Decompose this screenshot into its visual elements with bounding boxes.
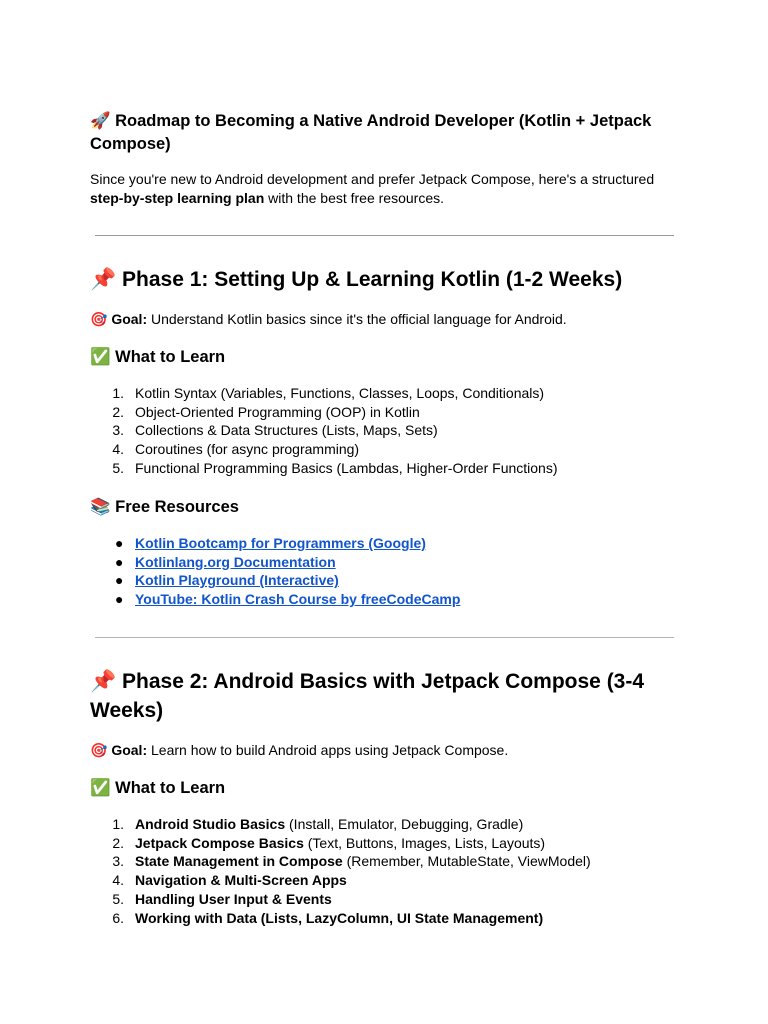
list-item xyxy=(90,440,710,459)
phase1-resources-heading-text: Free Resources xyxy=(115,498,239,516)
phase1-heading-text: Phase 1: Setting Up & Learning Kotlin (1-2 Weeks) xyxy=(122,268,623,291)
list-number: 5. xyxy=(112,459,124,476)
list-item xyxy=(90,871,710,890)
phase2-goal xyxy=(90,741,508,761)
intro-text-end: with the best free resources. xyxy=(264,190,445,206)
document-title xyxy=(90,109,670,156)
phase1-goal-text: Understand Kotlin basics since it's the official language for Android. xyxy=(147,311,567,327)
bullet: ● xyxy=(115,553,124,570)
list-item xyxy=(90,571,690,590)
list-item xyxy=(90,909,710,928)
list-item-bold: Android Studio Basics xyxy=(135,816,286,832)
list-item-text: (Install, Emulator, Debugging, Gradle) xyxy=(285,816,524,832)
resource-link-kotlin-playground[interactable]: Kotlin Playground (Interactive) xyxy=(135,572,339,589)
books-icon: 📚 xyxy=(90,497,111,516)
list-number: 2. xyxy=(112,834,124,851)
phase1-heading xyxy=(90,265,680,294)
list-item xyxy=(90,815,710,834)
divider xyxy=(95,235,674,236)
list-number: 5. xyxy=(112,890,124,907)
resource-link-kotlinlang-docs[interactable]: Kotlinlang.org Documentation xyxy=(135,553,336,570)
phase1-goal xyxy=(90,310,567,330)
list-item xyxy=(90,384,710,403)
bullet: ● xyxy=(115,591,124,608)
phase1-learn-heading xyxy=(90,346,225,368)
resource-link-youtube-crash-course[interactable]: YouTube: Kotlin Crash Course by freeCodeCamp xyxy=(135,591,461,608)
phase2-goal-label: Goal: xyxy=(111,742,148,758)
check-mark-icon: ✅ xyxy=(90,347,111,366)
target-icon: 🎯 xyxy=(90,312,108,328)
bullet: ● xyxy=(115,572,124,589)
intro-bold-text: step-by-step learning plan xyxy=(90,190,265,206)
phase1-resource-list xyxy=(90,534,690,609)
list-item-text: Collections & Data Structures (Lists, Maps, Sets) xyxy=(135,422,438,439)
document-title-text: Roadmap to Becoming a Native Android Developer (Kotlin + Jetpack Compose) xyxy=(90,112,652,153)
list-number: 4. xyxy=(112,441,124,458)
list-item xyxy=(90,852,710,871)
check-mark-icon: ✅ xyxy=(90,778,111,797)
list-item-text: Coroutines (for async programming) xyxy=(135,441,360,458)
list-item-text: Object-Oriented Programming (OOP) in Kotlin xyxy=(135,403,420,420)
list-item-bold: Jetpack Compose Basics xyxy=(135,834,304,851)
phase1-resources-heading xyxy=(90,496,239,518)
phase2-learn-heading xyxy=(90,777,225,799)
list-item xyxy=(90,421,710,440)
list-item-bold: State Management in Compose xyxy=(135,853,343,870)
phase2-learn-heading-text: What to Learn xyxy=(115,779,226,797)
list-item-bold: Navigation & Multi-Screen Apps xyxy=(135,872,347,889)
rocket-icon: 🚀 xyxy=(90,111,111,130)
phase1-learn-heading-text: What to Learn xyxy=(115,348,226,366)
list-item-text: Kotlin Syntax (Variables, Functions, Classes, Loops, Conditionals) xyxy=(135,385,545,401)
list-item-text: Functional Programming Basics (Lambdas, Higher-Order Functions) xyxy=(135,459,558,476)
intro-paragraph xyxy=(90,170,680,208)
phase2-heading xyxy=(90,667,680,725)
list-item xyxy=(90,459,710,478)
phase2-learn-list xyxy=(90,815,710,927)
list-item-bold: Working with Data (Lists, LazyColumn, UI State Management) xyxy=(135,909,544,926)
list-number: 6. xyxy=(112,909,124,926)
divider xyxy=(95,637,674,638)
list-item-text: (Text, Buttons, Images, Lists, Layouts) xyxy=(303,834,546,851)
pushpin-icon: 📌 xyxy=(90,669,117,693)
resource-link-kotlin-bootcamp[interactable]: Kotlin Bootcamp for Programmers (Google) xyxy=(135,535,426,551)
phase2-goal-text: Learn how to build Android apps using Jetpack Compose. xyxy=(147,742,509,758)
list-item-text: (Remember, MutableState, ViewModel) xyxy=(342,853,591,870)
list-item xyxy=(90,534,690,553)
bullet: ● xyxy=(115,535,124,551)
list-item xyxy=(90,590,690,609)
phase1-learn-list xyxy=(90,384,710,478)
list-number: 3. xyxy=(112,853,124,870)
pushpin-icon: 📌 xyxy=(90,267,117,291)
list-item xyxy=(90,834,710,853)
intro-text-start: Since you're new to Android development and prefer Jetpack Compose, here's a structured xyxy=(90,171,655,187)
target-icon: 🎯 xyxy=(90,743,108,759)
list-item xyxy=(90,890,710,909)
list-number: 4. xyxy=(112,872,124,889)
list-item xyxy=(90,403,710,422)
list-number: 2. xyxy=(112,403,124,420)
list-number: 1. xyxy=(112,816,124,832)
phase1-goal-label: Goal: xyxy=(111,311,148,327)
phase2-heading-text: Phase 2: Android Basics with Jetpack Compose (3-4 Weeks) xyxy=(90,670,645,722)
list-number: 1. xyxy=(112,385,124,401)
list-item xyxy=(90,553,690,572)
list-item-bold: Handling User Input & Events xyxy=(135,890,332,907)
list-number: 3. xyxy=(112,422,124,439)
